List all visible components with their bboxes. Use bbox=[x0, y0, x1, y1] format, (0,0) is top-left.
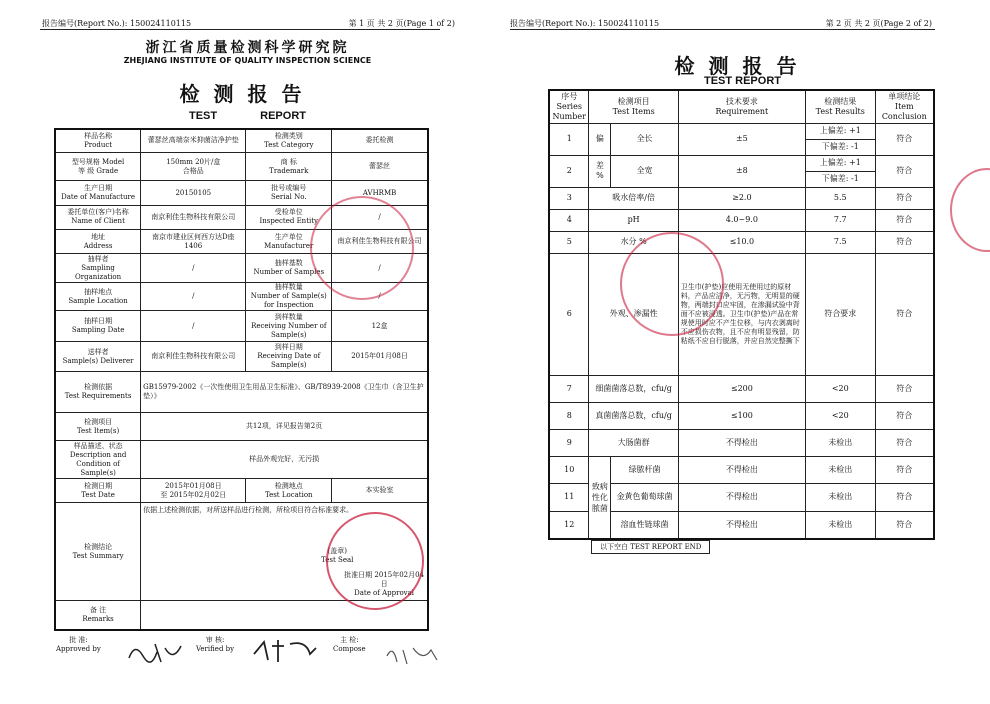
row-conclusion: 符合 bbox=[875, 123, 934, 155]
deliverer-value: 南京利佳生物科技有限公司 bbox=[141, 341, 246, 371]
table-row bbox=[549, 231, 934, 253]
row-conclusion: 符合 bbox=[875, 402, 934, 429]
table-row bbox=[55, 129, 428, 152]
trademark-value: 蕾瑟丝 bbox=[332, 152, 428, 180]
row-result: <20 bbox=[805, 402, 875, 429]
condition-label: 样品描述、状态 Description and Condition of Sample(s) bbox=[55, 441, 141, 479]
table-row bbox=[549, 456, 934, 483]
row-number: 6 bbox=[549, 253, 589, 375]
location-value: / bbox=[141, 282, 246, 310]
table-row bbox=[55, 152, 428, 180]
row-item: 溶血性链球菌 bbox=[611, 511, 678, 539]
row-conclusion: 符合 bbox=[875, 511, 934, 539]
summary-label: 检测结论 Test Summary bbox=[55, 503, 141, 601]
num-insp-label: 抽样数量 Number of Sample(s) for Inspection bbox=[246, 282, 332, 310]
address-label: 地址 Address bbox=[55, 230, 141, 254]
header-rule bbox=[510, 29, 935, 30]
row-group: 致病性化脓菌 bbox=[589, 456, 611, 539]
product-value: 蕾瑟丝高端奈米抑菌洁净护垫 bbox=[141, 129, 246, 152]
sampling-date-label: 抽样日期 Sampling Date bbox=[55, 311, 141, 341]
table-row bbox=[549, 402, 934, 429]
row-result: 未检出 bbox=[805, 429, 875, 456]
row-item: 全长 bbox=[611, 123, 678, 155]
table-row bbox=[55, 412, 428, 440]
manufacturer-value: 南京利佳生物科技有限公司 bbox=[332, 230, 428, 254]
serial-value: AVHRMB bbox=[332, 181, 428, 205]
row-requirement: ≤100 bbox=[678, 402, 805, 429]
sampling-date-value: / bbox=[141, 311, 246, 341]
row-item: 大肠菌群 bbox=[589, 429, 678, 456]
category-label: 检测类别 Test Category bbox=[246, 129, 332, 152]
row-item: 细菌菌落总数，cfu/g bbox=[589, 375, 678, 402]
compose-label: 主 检: Compose bbox=[333, 636, 366, 653]
row-requirement: ±5 bbox=[678, 123, 805, 155]
row-requirement: ≥2.0 bbox=[678, 187, 805, 209]
row-requirement: 不得检出 bbox=[678, 483, 805, 511]
row-item: 外观、渗漏性 bbox=[589, 253, 678, 375]
row-result: 5.5 bbox=[805, 187, 875, 209]
row-number: 8 bbox=[549, 402, 589, 429]
row-requirement: ±8 bbox=[678, 155, 805, 187]
header-test-results: 检测结果 Test Results bbox=[805, 90, 875, 123]
verifier-signature bbox=[250, 636, 320, 666]
row-item: 真菌菌落总数，cfu/g bbox=[589, 402, 678, 429]
row-item: 绿脓杆菌 bbox=[611, 456, 678, 483]
row-item: pH bbox=[589, 209, 678, 231]
row-requirement: ≤200 bbox=[678, 375, 805, 402]
row-requirement: 不得检出 bbox=[678, 456, 805, 483]
verified-by-label: 审 核: Verified by bbox=[196, 636, 235, 653]
report-title-en: TEST REPORT bbox=[188, 110, 306, 122]
row-result: <20 bbox=[805, 375, 875, 402]
row-item: 吸水倍率/倍 bbox=[589, 187, 678, 209]
inspection-seal-stamp bbox=[326, 512, 424, 610]
row-conclusion: 符合 bbox=[875, 209, 934, 231]
report-end-marker: 以下空白 TEST REPORT END bbox=[591, 540, 710, 554]
sampler-value: / bbox=[141, 254, 246, 282]
location-label: 抽样地点 Sample Location bbox=[55, 282, 141, 310]
table-row bbox=[549, 123, 934, 139]
mfg-date-value: 20150105 bbox=[141, 181, 246, 205]
table-row bbox=[549, 209, 934, 231]
table-row bbox=[55, 372, 428, 413]
row-number: 11 bbox=[549, 483, 589, 511]
row-result: 上偏差: +1 bbox=[805, 123, 875, 139]
row-number: 2 bbox=[549, 155, 589, 187]
header-requirement: 技术要求 Requirement bbox=[678, 90, 805, 123]
table-row bbox=[55, 341, 428, 371]
header-test-items: 检测项目 Test Items bbox=[589, 90, 678, 123]
remarks-label: 备 注 Remarks bbox=[55, 600, 141, 630]
sampler-label: 抽样者 Sampling Organization bbox=[55, 254, 141, 282]
items-value: 共12项，详见报告第2页 bbox=[141, 412, 428, 440]
test-location-label: 检测地点 Test Location bbox=[246, 479, 332, 503]
edge-seal-stamp bbox=[950, 168, 990, 252]
row-result: 7.5 bbox=[805, 231, 875, 253]
composer-signature bbox=[383, 642, 443, 668]
row-result: 上偏差: +1 bbox=[805, 155, 875, 171]
row-number: 7 bbox=[549, 375, 589, 402]
test-location-value: 本实验室 bbox=[332, 479, 428, 503]
model-label: 型号规格 Model 等 级 Grade bbox=[55, 152, 141, 180]
deliverer-label: 送样者 Sample(s) Deliverer bbox=[55, 341, 141, 371]
row-result: 未检出 bbox=[805, 511, 875, 539]
num-insp-value: / bbox=[332, 282, 428, 310]
row-conclusion: 符合 bbox=[875, 456, 934, 483]
row-conclusion: 符合 bbox=[875, 155, 934, 187]
table-row bbox=[549, 375, 934, 402]
header-series: 序号 Series Number bbox=[549, 90, 589, 123]
row-result: 下偏差: -1 bbox=[805, 139, 875, 155]
row-item: 水分 % bbox=[589, 231, 678, 253]
row-result: 下偏差: -1 bbox=[805, 171, 875, 187]
approval-block: 批准日期 2015年02月04日 Date of Approval bbox=[344, 571, 425, 598]
row-requirement: ≤10.0 bbox=[678, 231, 805, 253]
row-result: 未检出 bbox=[805, 456, 875, 483]
row-requirement: 卫生巾(护垫)应使用无使用过的原材料，产品应洁净，无污物，无明显的硬物，两端封口应牢固，在渗漏试验中背面不应被浸透。卫生巾(护垫)产品在常规使用时应不产生位移，与内衣剥离时不应损伤衣物，且不应有明显残留，防粘纸不应自行脱落，并应自然完整撕下 bbox=[678, 253, 805, 375]
manufacturer-label: 生产单位 Manufacturer bbox=[246, 230, 332, 254]
table-row bbox=[55, 479, 428, 503]
row-result: 符合要求 bbox=[805, 253, 875, 375]
report-number: 报告编号(Report No.): 150024110115 bbox=[510, 19, 660, 28]
client-value: 南京利佳生物科技有限公司 bbox=[141, 205, 246, 229]
header-conclusion: 单项结论 Item Conclusion bbox=[875, 90, 934, 123]
client-label: 委托单位(客户)名称 Name of Client bbox=[55, 205, 141, 229]
row-conclusion: 符合 bbox=[875, 253, 934, 375]
page-number: 第 1 页 共 2 页(Page 1 of 2) bbox=[348, 19, 455, 28]
received-num-label: 到样数量 Receiving Number of Sample(s) bbox=[246, 311, 332, 341]
row-conclusion: 符合 bbox=[875, 375, 934, 402]
test-date-label: 检测日期 Test Date bbox=[55, 479, 141, 503]
approved-by-label: 批 准: Approved by bbox=[56, 636, 101, 653]
institute-name-cn: 浙江省质量检测科学研究院 bbox=[145, 40, 350, 56]
seal-label: (盖章) Test Seal bbox=[321, 547, 354, 565]
row-group: 差 % bbox=[589, 155, 611, 187]
row-conclusion: 符合 bbox=[875, 231, 934, 253]
category-value: 委托检测 bbox=[332, 129, 428, 152]
condition-value: 样品外观完好，无污损 bbox=[141, 441, 428, 479]
trademark-label: 商 标 Trademark bbox=[246, 152, 332, 180]
table-row bbox=[549, 253, 934, 375]
row-number: 5 bbox=[549, 231, 589, 253]
row-result: 7.7 bbox=[805, 209, 875, 231]
table-header-row bbox=[549, 90, 934, 123]
row-number: 4 bbox=[549, 209, 589, 231]
table-row bbox=[55, 441, 428, 479]
report-title-en: TEST REPORT bbox=[703, 75, 781, 87]
row-number: 3 bbox=[549, 187, 589, 209]
table-row bbox=[55, 311, 428, 341]
row-group: 偏 bbox=[589, 123, 611, 155]
test-date-value: 2015年01月08日 至 2015年02月02日 bbox=[141, 479, 246, 503]
requirements-label: 检测依据 Test Requirements bbox=[55, 372, 141, 413]
approver-signature bbox=[125, 638, 185, 668]
report-number: 报告编号(Report No.): 150024110115 bbox=[42, 19, 192, 28]
report-title-cn: 检测报告 bbox=[179, 82, 316, 106]
row-requirement: 不得检出 bbox=[678, 511, 805, 539]
row-item: 金黄色葡萄球菌 bbox=[611, 483, 678, 511]
received-date-value: 2015年01月08日 bbox=[332, 341, 428, 371]
summary-text: 依据上述检测依据，对所送样品进行检测，所检项目符合标准要求。 bbox=[143, 506, 354, 515]
serial-label: 批号或编号 Serial No. bbox=[246, 181, 332, 205]
row-number: 9 bbox=[549, 429, 589, 456]
row-requirement: 不得检出 bbox=[678, 429, 805, 456]
header-rule bbox=[40, 29, 440, 30]
received-date-label: 到样日期 Receiving Date of Sample(s) bbox=[246, 341, 332, 371]
page-number: 第 2 页 共 2 页(Page 2 of 2) bbox=[825, 19, 932, 28]
row-number: 12 bbox=[549, 511, 589, 539]
model-value: 150mm 20片/盒 合格品 bbox=[141, 152, 246, 180]
row-item: 全宽 bbox=[611, 155, 678, 187]
inspected-value: / bbox=[332, 205, 428, 229]
product-label: 样品名称 Product bbox=[55, 129, 141, 152]
row-conclusion: 符合 bbox=[875, 429, 934, 456]
cross-page-seal-stamp bbox=[620, 232, 724, 336]
received-num-value: 12盒 bbox=[332, 311, 428, 341]
row-conclusion: 符合 bbox=[875, 187, 934, 209]
institute-name-en: ZHEJIANG INSTITUTE OF QUALITY INSPECTION SCIENCE bbox=[123, 56, 372, 65]
results-table bbox=[548, 89, 935, 540]
cross-page-seal-stamp bbox=[310, 196, 414, 300]
table-row bbox=[549, 429, 934, 456]
num-samples-value: / bbox=[332, 254, 428, 282]
requirements-value: GB15979-2002《一次性使用卫生用品卫生标准》、GB/T8939-2008《卫生巾（含卫生护垫）》 bbox=[141, 372, 428, 413]
mfg-date-label: 生产日期 Date of Manufacture bbox=[55, 181, 141, 205]
row-number: 10 bbox=[549, 456, 589, 483]
report-title-cn: 检测报告 bbox=[674, 54, 811, 78]
row-requirement: 4.0~9.0 bbox=[678, 209, 805, 231]
inspected-label: 受检单位 Inspected Entity bbox=[246, 205, 332, 229]
row-result: 未检出 bbox=[805, 483, 875, 511]
row-number: 1 bbox=[549, 123, 589, 155]
items-label: 检测项目 Test Item(s) bbox=[55, 412, 141, 440]
table-row bbox=[549, 187, 934, 209]
address-value: 南京市建业区何西方达D座1406 bbox=[141, 230, 246, 254]
table-row bbox=[549, 155, 934, 171]
row-conclusion: 符合 bbox=[875, 483, 934, 511]
num-samples-label: 抽样基数 Number of Samples bbox=[246, 254, 332, 282]
report-page-2 bbox=[495, 0, 990, 704]
